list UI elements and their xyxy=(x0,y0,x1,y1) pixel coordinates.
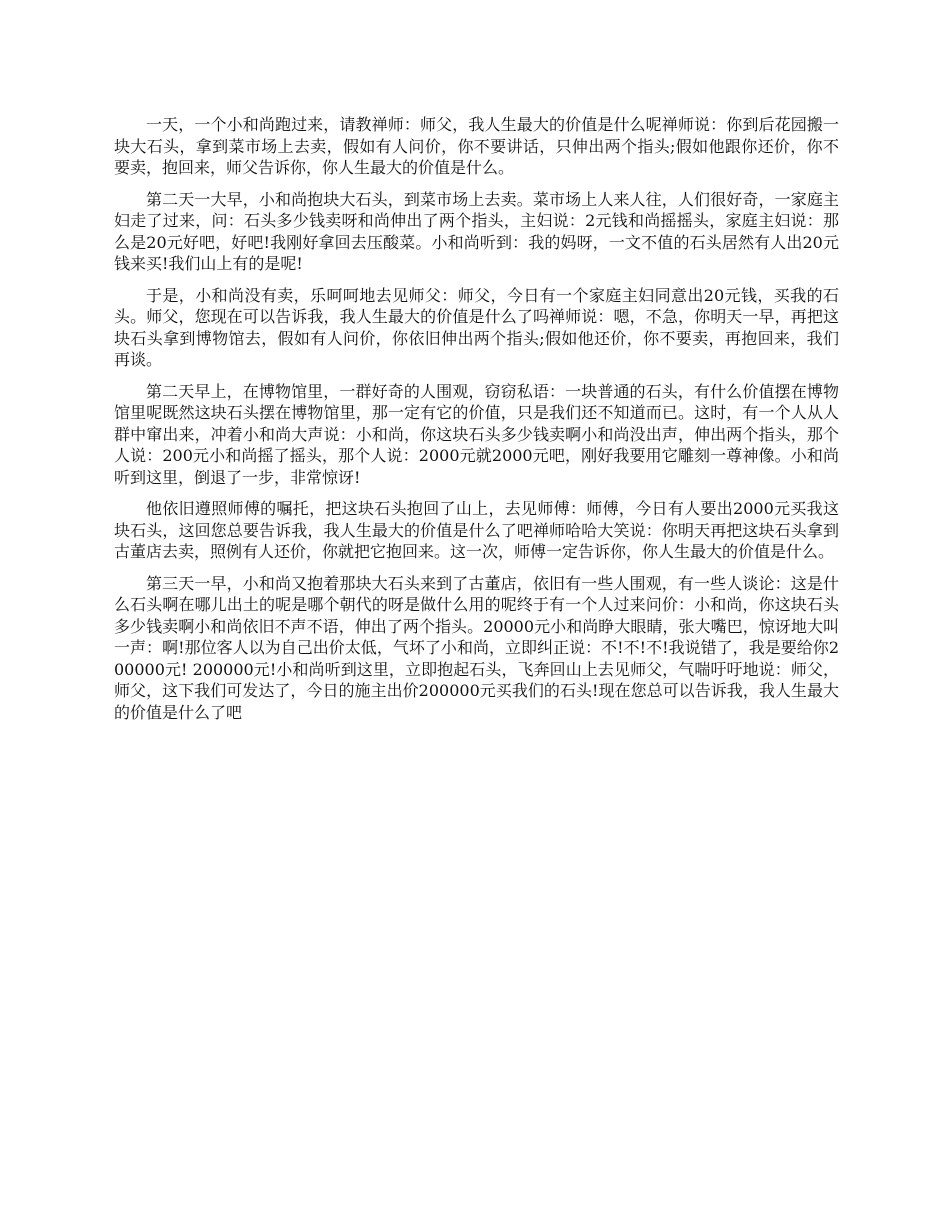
paragraph-5: 他依旧遵照师傅的嘱托，把这块石头抱回了山上，去见师傅：师傅，今日有人要出2000元买我这块石头，这回您总要告诉我，我人生最大的价值是什么了吧禅师哈哈大笑说：你明天再把这块石头拿到古董店去卖，照例有人还价，你就把它抱回来。这一次，师傅一定告诉你，你人生最大的价值是什么。 xyxy=(114,499,839,561)
paragraph-3: 于是，小和尚没有卖，乐呵呵地去见师父：师父，今日有一个家庭主妇同意出20元钱，买我的石头。师父，您现在可以告诉我，我人生最大的价值是什么了吗禅师说：嗯，不急，你明天一早，再把这块石头拿到博物馆去，假如有人问价，你依旧伸出两个指头;假如他还价，你不要卖，再抱回来，我们再谈。 xyxy=(114,285,839,369)
paragraph-6: 第三天一早，小和尚又抱着那块大石头来到了古董店，依旧有一些人围观，有一些人谈论：这是什么石头啊在哪儿出土的呢是哪个朝代的呀是做什么用的呢终于有一个人过来问价：小和尚，你这块石头多少钱卖啊小和尚依旧不声不语，伸出了两个指头。20000元小和尚睁大眼睛，张大嘴巴，惊讶地大叫一声：啊!那位客人以为自己出价太低，气坏了小和尚，立即纠正说：不!不!不!我说错了，我是要给你200000元! 200000元!小和尚听到这里，立即抱起石头，飞奔回山上去见师父，气喘吁吁地说：师父，师父，这下我们可发达了，今日的施主出价200000元买我们的石头!现在您总可以告诉我，我人生最大的价值是什么了吧 xyxy=(114,573,839,722)
paragraph-1: 一天，一个小和尚跑过来，请教禅师：师父，我人生最大的价值是什么呢禅师说：你到后花园搬一块大石头，拿到菜市场上去卖，假如有人问价，你不要讲话，只伸出两个指头;假如他跟你还价，你不要卖，抱回来，师父告诉你，你人生最大的价值是什么。 xyxy=(114,115,839,177)
document-body xyxy=(114,114,839,733)
paragraph-4: 第二天早上，在博物馆里，一群好奇的人围观，窃窃私语：一块普通的石头，有什么价值摆在博物馆里呢既然这块石头摆在博物馆里，那一定有它的价值，只是我们还不知道而已。这时，有一个人从人群中窜出来，冲着小和尚大声说：小和尚，你这块石头多少钱卖啊小和尚没出声，伸出两个指头，那个人说：200元小和尚摇了摇头，那个人说：2000元就2000元吧，刚好我要用它雕刻一尊神像。小和尚听到这里，倒退了一步，非常惊讶! xyxy=(114,381,839,487)
paragraph-2: 第二天一大早，小和尚抱块大石头，到菜市场上去卖。菜市场上人来人往，人们很好奇，一家庭主妇走了过来，问：石头多少钱卖呀和尚伸出了两个指头，主妇说：2元钱和尚摇摇头，家庭主妇说：那么是20元好吧，好吧!我刚好拿回去压酸菜。小和尚听到：我的妈呀，一文不值的石头居然有人出20元钱来买!我们山上有的是呢! xyxy=(114,189,839,273)
